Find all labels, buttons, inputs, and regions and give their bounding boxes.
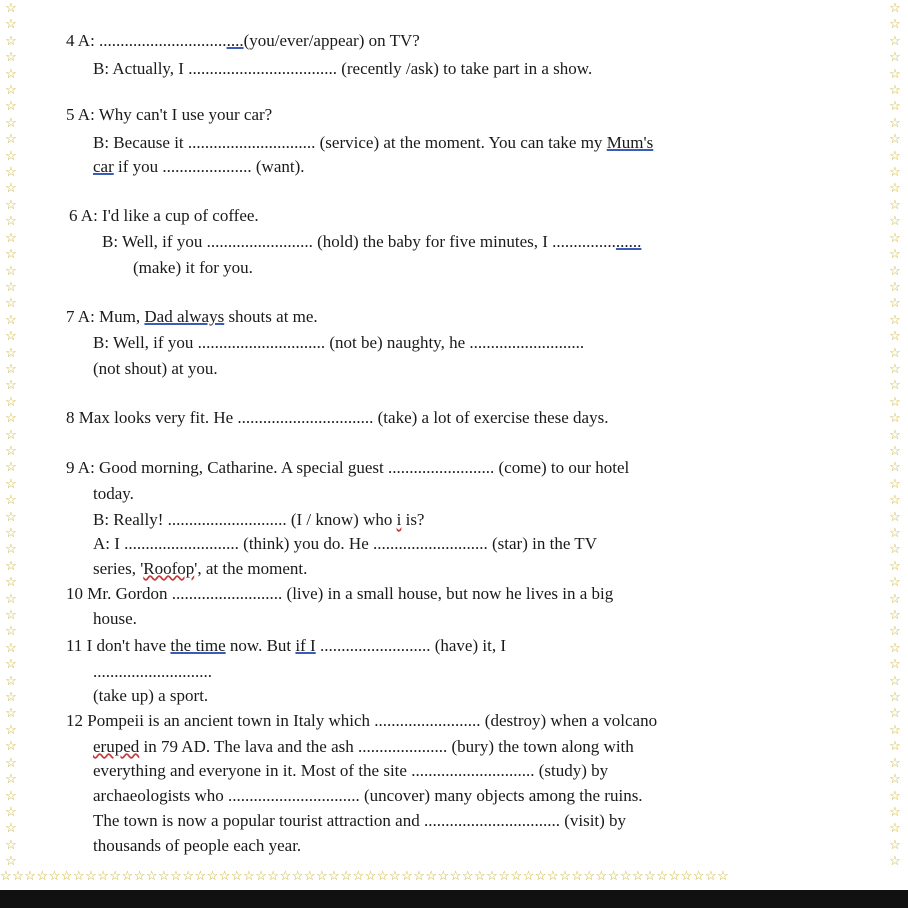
q6-line-b: B: Well, if you ......................... (hold) the baby for five minutes, I ..................... (102, 232, 642, 251)
q9-line-c: B: Really! ............................ (I / know) who i is? (93, 510, 425, 529)
star-icon: ☆ (5, 672, 17, 688)
star-icon: ☆ (5, 853, 17, 869)
q12-line-c: everything and everyone in it. Most of the site ............................. (study) by (93, 761, 609, 780)
bottom-dark-bar (0, 890, 908, 908)
star-icon: ☆ (889, 574, 901, 590)
star-icon: ☆ (889, 705, 901, 721)
star-icon: ☆ (889, 196, 901, 212)
star-icon: ☆ (889, 180, 901, 196)
star-icon: ☆ (5, 82, 17, 98)
star-icon: ☆ (889, 820, 901, 836)
star-icon: ☆ (889, 639, 901, 655)
star-icon: ☆ (889, 475, 901, 491)
q12-line-d: archaeologists who ............................... (uncover) many objects among the ruins. (93, 786, 643, 805)
star-icon: ☆ (5, 311, 17, 327)
star-icon: ☆ (889, 410, 901, 426)
star-icon: ☆ (5, 246, 17, 262)
q7-line-c: (not shout) at you. (93, 359, 218, 378)
star-icon: ☆ (889, 853, 901, 869)
star-icon: ☆ (889, 164, 901, 180)
star-icon: ☆ (5, 114, 17, 130)
q6-line-a: 6 A: I'd like a cup of coffee. (69, 206, 259, 225)
q5-line-a: 5 A: Why can't I use your car? (66, 105, 273, 124)
star-icon: ☆ (5, 541, 17, 557)
star-icon: ☆ (5, 689, 17, 705)
star-icon: ☆ (5, 508, 17, 524)
q4-line-a: 4 A: ..................................(you/ever/appear) on TV? (66, 31, 420, 50)
q12-line-f: thousands of people each year. (93, 836, 302, 855)
star-icon: ☆ (889, 147, 901, 163)
q11-line-a: 11 I don't have the time now. But if I .......................... (have) it, I (66, 636, 506, 655)
star-icon: ☆ (889, 508, 901, 524)
q8-line-a: 8 Max looks very fit. He ................................ (take) a lot of exercise these days. (66, 408, 609, 427)
star-icon: ☆ (889, 672, 901, 688)
q9-line-d: A: I ........................... (think) you do. He ........................... (star) in the TV (93, 534, 597, 553)
bottom-star-border: ☆☆☆☆☆☆☆☆☆☆☆☆☆☆☆☆☆☆☆☆☆☆☆☆☆☆☆☆☆☆☆☆☆☆☆☆☆☆☆☆☆☆☆☆☆☆☆☆☆☆☆☆☆☆☆☆☆☆☆☆ (0, 868, 730, 883)
star-icon: ☆ (5, 705, 17, 721)
star-icon: ☆ (5, 442, 17, 458)
star-icon: ☆ (5, 410, 17, 426)
star-icon: ☆ (5, 16, 17, 32)
q4-line-b: B: Actually, I ................................... (recently /ask) to take part in a show. (93, 59, 593, 78)
star-icon: ☆ (5, 164, 17, 180)
star-icon: ☆ (5, 328, 17, 344)
star-icon: ☆ (889, 771, 901, 787)
star-icon: ☆ (889, 623, 901, 639)
q9-line-e: series, 'Roofop', at the moment. (93, 559, 308, 578)
star-icon: ☆ (889, 360, 901, 376)
star-icon: ☆ (5, 98, 17, 114)
star-icon: ☆ (889, 787, 901, 803)
star-icon: ☆ (889, 49, 901, 65)
star-icon: ☆ (5, 278, 17, 294)
star-icon: ☆ (889, 590, 901, 606)
star-icon: ☆ (5, 803, 17, 819)
star-icon: ☆ (889, 311, 901, 327)
right-star-border (884, 0, 906, 880)
star-icon: ☆ (889, 278, 901, 294)
star-icon: ☆ (5, 557, 17, 573)
star-icon: ☆ (5, 344, 17, 360)
star-icon: ☆ (5, 787, 17, 803)
star-icon: ☆ (5, 32, 17, 48)
star-icon: ☆ (889, 442, 901, 458)
star-icon: ☆ (889, 262, 901, 278)
star-icon: ☆ (5, 623, 17, 639)
q12-line-a: 12 Pompeii is an ancient town in Italy which ......................... (destroy) when a volcano (66, 711, 658, 730)
star-icon: ☆ (5, 131, 17, 147)
star-icon: ☆ (5, 180, 17, 196)
star-icon: ☆ (5, 820, 17, 836)
q6-line-c: (make) it for you. (133, 258, 253, 277)
star-icon: ☆ (5, 426, 17, 442)
q5-line-c: car if you ..................... (want). (93, 157, 305, 176)
star-icon: ☆ (889, 229, 901, 245)
star-icon: ☆ (889, 754, 901, 770)
star-icon: ☆ (889, 344, 901, 360)
left-star-border (0, 0, 22, 880)
star-icon: ☆ (5, 262, 17, 278)
star-icon: ☆ (889, 803, 901, 819)
star-icon: ☆ (5, 0, 17, 15)
star-icon: ☆ (5, 607, 17, 623)
star-icon: ☆ (889, 328, 901, 344)
star-icon: ☆ (5, 459, 17, 475)
star-icon: ☆ (889, 114, 901, 130)
star-icon: ☆ (5, 721, 17, 737)
star-icon: ☆ (889, 721, 901, 737)
star-icon: ☆ (889, 557, 901, 573)
q11-line-b: ............................ (93, 662, 212, 681)
star-icon: ☆ (5, 656, 17, 672)
star-icon: ☆ (5, 754, 17, 770)
star-icon: ☆ (5, 147, 17, 163)
star-icon: ☆ (889, 213, 901, 229)
star-icon: ☆ (5, 475, 17, 491)
star-icon: ☆ (889, 16, 901, 32)
star-icon: ☆ (889, 295, 901, 311)
star-icon: ☆ (889, 131, 901, 147)
star-icon: ☆ (889, 32, 901, 48)
star-icon: ☆ (5, 492, 17, 508)
q11-line-c: (take up) a sport. (93, 686, 209, 705)
star-icon: ☆ (5, 49, 17, 65)
star-icon: ☆ (889, 656, 901, 672)
star-icon: ☆ (5, 525, 17, 540)
star-icon: ☆ (889, 525, 901, 540)
star-icon: ☆ (889, 607, 901, 623)
star-icon: ☆ (5, 213, 17, 229)
star-icon: ☆ (889, 836, 901, 852)
q7-line-b: B: Well, if you .............................. (not be) naughty, he ........................... (93, 333, 585, 352)
star-icon: ☆ (889, 98, 901, 114)
q10-line-a: 10 Mr. Gordon .......................... (live) in a small house, but now he lives in a big (66, 584, 614, 603)
star-icon: ☆ (5, 590, 17, 606)
star-icon: ☆ (5, 393, 17, 409)
star-icon: ☆ (5, 639, 17, 655)
star-icon: ☆ (5, 738, 17, 754)
star-icon: ☆ (889, 0, 901, 15)
star-icon: ☆ (5, 771, 17, 787)
star-icon: ☆ (889, 426, 901, 442)
star-icon: ☆ (889, 65, 901, 81)
star-icon: ☆ (5, 65, 17, 81)
star-icon: ☆ (5, 196, 17, 212)
star-icon: ☆ (5, 360, 17, 376)
q12-line-b: eruped in 79 AD. The lava and the ash ..................... (bury) the town along with (93, 737, 634, 756)
star-icon: ☆ (889, 689, 901, 705)
star-icon: ☆ (889, 246, 901, 262)
star-icon: ☆ (889, 377, 901, 393)
star-icon: ☆ (889, 82, 901, 98)
star-icon: ☆ (889, 459, 901, 475)
star-icon: ☆ (5, 574, 17, 590)
star-icon: ☆ (5, 836, 17, 852)
star-icon: ☆ (889, 738, 901, 754)
q12-line-e: The town is now a popular tourist attraction and ................................ (visit) by (93, 811, 627, 830)
star-icon: ☆ (5, 229, 17, 245)
star-icon: ☆ (5, 295, 17, 311)
q7-line-a: 7 A: Mum, Dad always shouts at me. (66, 307, 318, 326)
star-icon: ☆ (889, 541, 901, 557)
q9-line-b: today. (93, 484, 134, 503)
star-icon: ☆ (5, 377, 17, 393)
q5-line-b: B: Because it .............................. (service) at the moment. You can take my Mum's (93, 133, 654, 152)
star-icon: ☆ (889, 492, 901, 508)
q9-line-a: 9 A: Good morning, Catharine. A special guest ......................... (come) to our hotel (66, 458, 630, 477)
star-icon: ☆ (889, 393, 901, 409)
q10-line-b: house. (93, 609, 137, 628)
